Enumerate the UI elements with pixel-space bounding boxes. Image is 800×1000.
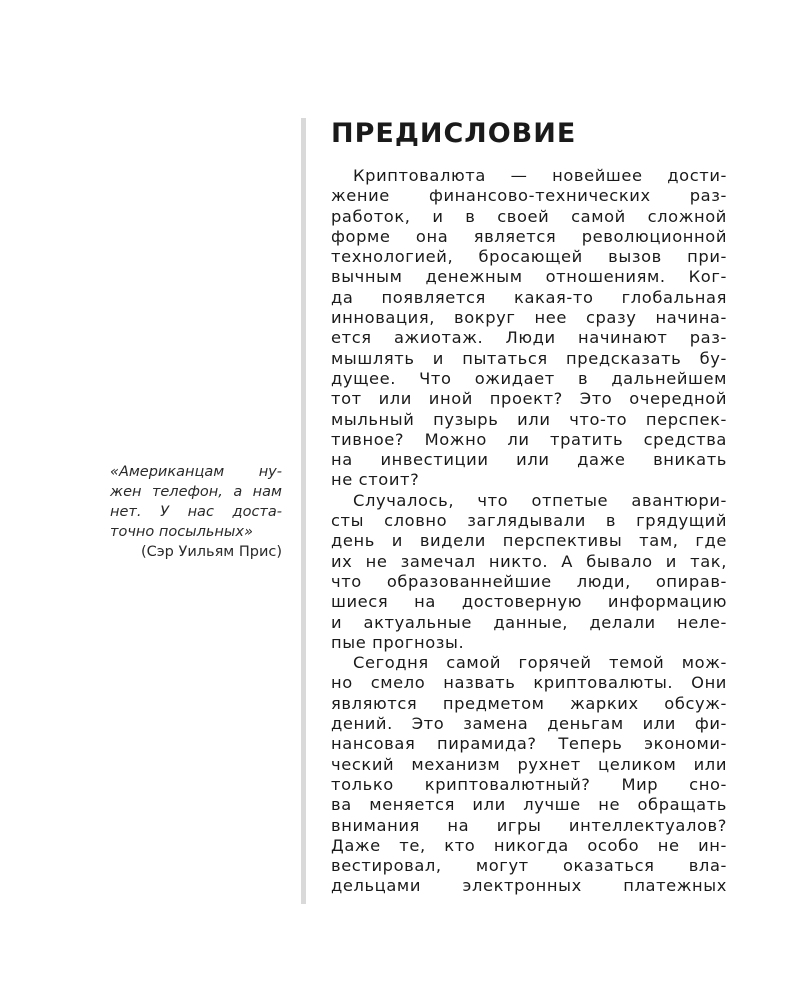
text-line: работок, и в своей самой сложной: [331, 206, 727, 226]
text-line: Сегодня самой горячей темой мож-: [353, 653, 727, 673]
text-line: ется ажиотаж. Люди начинают раз-: [331, 328, 727, 348]
text-line: день и видели перспективы там, где: [331, 531, 727, 551]
epigraph-line: «Американцам ну-: [110, 464, 282, 480]
body-text: [331, 166, 727, 897]
text-line: но смело назвать криптовалюты. Они: [331, 673, 727, 693]
text-line: Даже те, кто никогда особо не ин-: [331, 835, 727, 855]
text-line: внимания на игры интеллектуалов?: [331, 815, 727, 835]
text-line: сты словно заглядывали в грядущий: [331, 511, 727, 531]
text-line: ва меняется или лучше не обращать: [331, 795, 727, 815]
text-line: и актуальные данные, делали неле-: [331, 612, 727, 632]
text-line: дельцами электронных платежных: [331, 876, 727, 896]
text-line: их не замечал никто. А бывало и так,: [331, 551, 727, 571]
epigraph-line: жен телефон, а нам: [110, 484, 282, 500]
epigraph-author: (Сэр Уильям Прис): [140, 544, 282, 560]
text-line: вестировал, могут оказаться вла-: [331, 856, 727, 876]
paragraph: [331, 166, 727, 491]
text-line: являются предметом жарких обсуж-: [331, 693, 727, 713]
text-line: только криптовалютный? Мир сно-: [331, 774, 727, 794]
text-line: нансовая пирамида? Теперь экономи-: [331, 734, 727, 754]
chapter-title: ПРЕДИСЛОВИЕ: [331, 118, 577, 149]
text-line: не стоит?: [331, 470, 420, 490]
paragraph: [331, 491, 727, 653]
paragraph: [331, 653, 727, 897]
text-line: что образованнейшие люди, опирав-: [331, 571, 727, 591]
text-line: пые прогнозы.: [331, 632, 465, 652]
text-line: на инвестиции или даже вникать: [331, 450, 727, 470]
text-line: тот или иной проект? Это очередной: [331, 389, 727, 409]
sidebar-rule: [301, 118, 306, 904]
epigraph-quote: [110, 462, 282, 542]
text-line: дений. Это замена деньгам или фи-: [331, 714, 727, 734]
text-line: Случалось, что отпетые авантюри-: [353, 490, 727, 510]
text-line: да появляется какая-то глобальная: [331, 287, 727, 307]
text-line: форме она является революционной: [331, 226, 727, 246]
text-line: Криптовалюта — новейшее дости-: [353, 166, 727, 185]
epigraph-line: нет. У нас доста-: [110, 504, 282, 520]
text-line: жение финансово-технических раз-: [331, 186, 727, 206]
text-line: шиеся на достоверную информацию: [331, 592, 727, 612]
epigraph-line: точно посыльных»: [110, 524, 253, 540]
epigraph: [110, 462, 282, 562]
text-line: мыльный пузырь или что-то перспек-: [331, 409, 727, 429]
text-line: технологией, бросающей вызов при-: [331, 247, 727, 267]
text-line: дущее. Что ожидает в дальнейшем: [331, 368, 727, 388]
text-line: тивное? Можно ли тратить средства: [331, 429, 727, 449]
text-line: мышлять и пытаться предсказать бу-: [331, 348, 727, 368]
text-line: ческий механизм рухнет целиком или: [331, 754, 727, 774]
text-line: инновация, вокруг нее сразу начина-: [331, 308, 727, 328]
text-line: вычным денежным отношениям. Ког-: [331, 267, 727, 287]
